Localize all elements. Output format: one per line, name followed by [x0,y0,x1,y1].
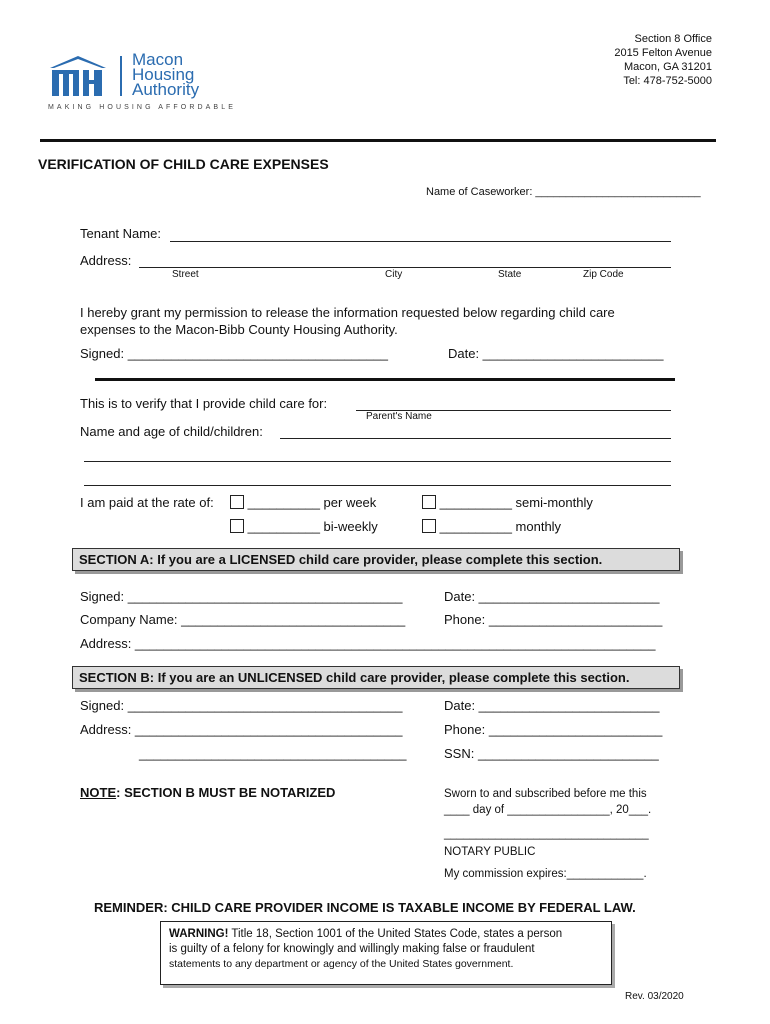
warning-box: WARNING! Title 18, Section 1001 of the United States Code, states a person is guilty of a felony for knowingly and willingly making false or fraudulent statements to any department or agency of the United States government. [160,921,612,985]
logo-tagline: MAKING HOUSING AFFORDABLE [48,104,236,111]
children-field-1[interactable] [280,438,671,439]
semi-monthly-checkbox[interactable] [422,495,436,509]
house-logo-icon [48,54,108,98]
notarize-note: NOTE: SECTION B MUST BE NOTARIZED [80,785,336,800]
commission-expires-field[interactable]: My commission expires:____________. [444,868,647,880]
address-label: Address: [80,253,132,268]
office-address: Section 8 Office 2015 Felton Avenue Macon, GA 31201 Tel: 478-752-5000 [614,33,712,87]
page-title: VERIFICATION OF CHILD CARE EXPENSES [38,156,329,172]
section-b-signed-field[interactable]: Signed: ______________________________________ [80,698,403,713]
address-field[interactable] [139,267,671,268]
notary-block [444,786,651,882]
section-b-address-field-2[interactable]: _____________________________________ [139,746,407,761]
provide-care-label: This is to verify that I provide child care for: [80,396,328,411]
zip-sublabel: Zip Code [583,269,624,280]
tenant-name-field[interactable] [170,241,671,242]
per-week-option[interactable]: __________ per week [230,495,376,510]
sworn-date-field[interactable]: ____ day of ________________, 20___. [444,804,652,816]
permission-date-field[interactable]: Date: _________________________ [448,346,664,361]
logo [48,52,248,122]
section-a-phone-field[interactable]: Phone: ________________________ [444,612,663,627]
notary-signature-field[interactable]: ________________________________ [444,828,649,840]
sworn-text: Sworn to and subscribed before me this [444,788,647,800]
permission-divider [95,378,675,381]
bi-weekly-option[interactable]: __________ bi-weekly [230,519,378,534]
section-b-header: SECTION B: If you are an UNLICENSED child care provider, please complete this section. [72,666,680,689]
street-sublabel: Street [172,269,199,280]
section-a-address-field[interactable]: Address: ________________________________________________________________________ [80,636,656,651]
bi-weekly-checkbox[interactable] [230,519,244,533]
tenant-name-label: Tenant Name: [80,226,161,241]
parent-name-sublabel: Parent's Name [366,411,432,422]
reminder-text: REMINDER: CHILD CARE PROVIDER INCOME IS TAXABLE INCOME BY FEDERAL LAW. [94,900,636,915]
header-divider [40,139,716,142]
permission-text-2: expenses to the Macon-Bibb County Housing Authority. [80,322,398,337]
children-label: Name and age of child/children: [80,424,263,439]
section-a-header: SECTION A: If you are a LICENSED child care provider, please complete this section. [72,548,680,571]
monthly-option[interactable]: __________ monthly [422,519,561,534]
permission-signed-field[interactable]: Signed: ____________________________________ [80,346,388,361]
section-b-address-field[interactable]: Address: _____________________________________ [80,722,403,737]
children-field-2[interactable] [84,461,671,462]
section-b-phone-field[interactable]: Phone: ________________________ [444,722,663,737]
permission-text-1: I hereby grant my permission to release the information requested below regarding child care [80,305,615,320]
per-week-checkbox[interactable] [230,495,244,509]
children-field-3[interactable] [84,485,671,486]
semi-monthly-option[interactable]: __________ semi-monthly [422,495,593,510]
warning-label: WARNING! [169,928,229,940]
company-name-field[interactable]: Company Name: _______________________________ [80,612,406,627]
state-sublabel: State [498,269,522,280]
section-a-date-field[interactable]: Date: _________________________ [444,589,660,604]
city-sublabel: City [385,269,403,280]
org-name: Macon Housing Authority [132,50,200,99]
section-b-date-field[interactable]: Date: _________________________ [444,698,660,713]
section-a-signed-field[interactable]: Signed: ______________________________________ [80,589,403,604]
caseworker-field[interactable]: Name of Caseworker: ___________________________ [426,186,701,198]
rate-label: I am paid at the rate of: [80,495,214,510]
monthly-checkbox[interactable] [422,519,436,533]
notary-public-label: NOTARY PUBLIC [444,846,536,858]
revision-label: Rev. 03/2020 [625,991,684,1002]
ssn-field[interactable]: SSN: _________________________ [444,746,659,761]
